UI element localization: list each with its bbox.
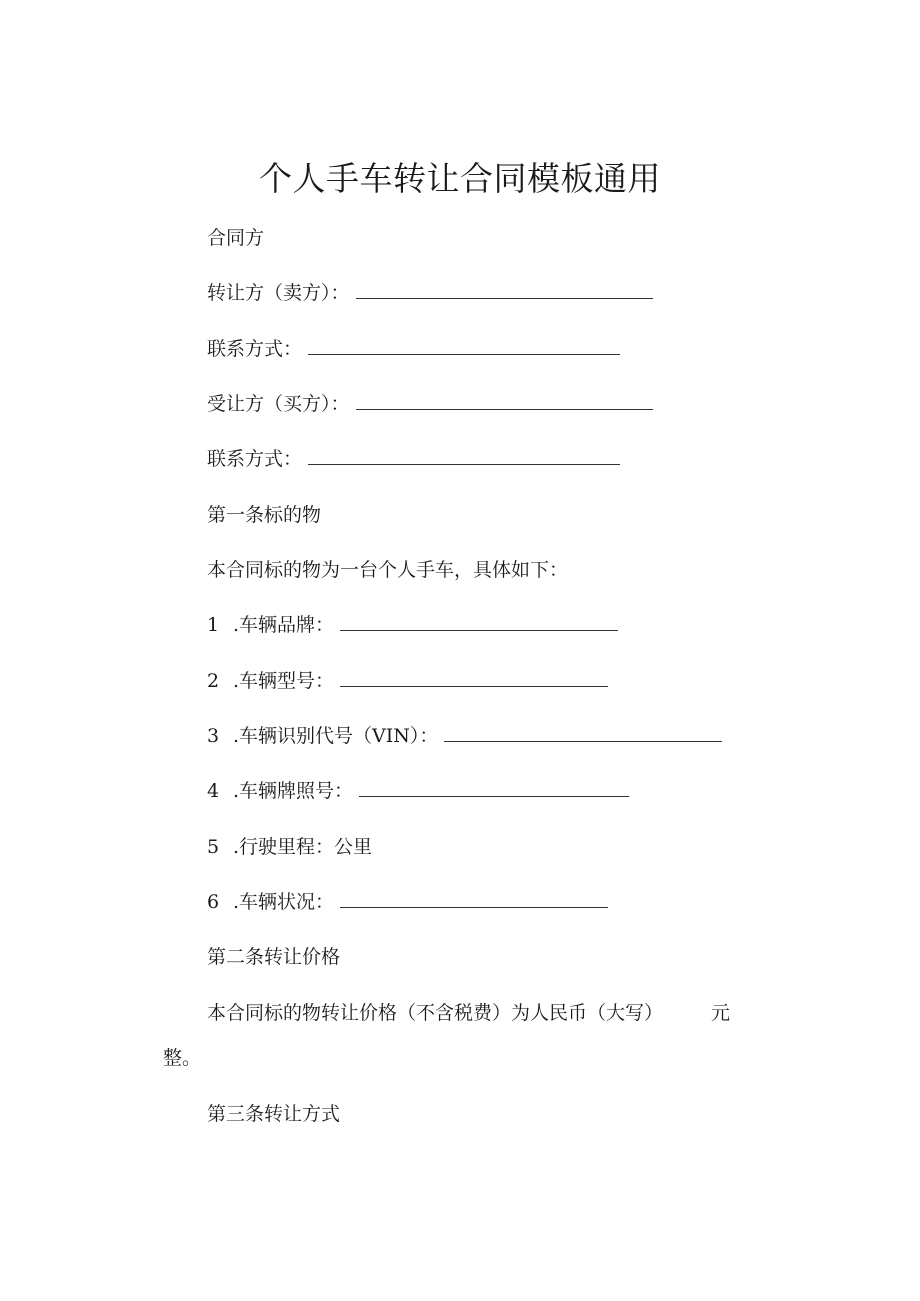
seller-blank[interactable] [356,280,653,299]
seller-contact-label: 联系方式： [207,338,303,360]
plate-blank[interactable] [359,778,629,797]
item-label: .行驶里程：公里 [233,836,373,858]
item-row-6 [207,889,608,915]
item-number: 3 [207,725,220,747]
article1-heading: 第一条标的物 [207,504,322,526]
item-label: .车辆品牌： [233,614,335,636]
item-row-1 [207,612,618,638]
article2-price-row [207,1000,730,1026]
seller-row [207,280,653,306]
seller-contact-blank[interactable] [308,336,620,355]
article1-intro: 本合同标的物为一台个人手车，具体如下： [207,559,569,581]
buyer-contact-blank[interactable] [308,446,620,465]
brand-blank[interactable] [340,612,618,631]
buyer-row [207,391,653,417]
item-row-2 [207,668,608,694]
item-number: 5 [207,836,220,858]
item-number: 1 [207,614,220,636]
item-label: .车辆状况： [233,891,335,913]
vin-blank[interactable] [444,723,722,742]
item-number: 4 [207,780,220,802]
page-title: 个人手车转让合同模板通用 [259,159,661,198]
item-row-4 [207,778,629,804]
item-row-3 [207,723,722,749]
seller-contact-row [207,336,620,362]
article2-heading: 第二条转让价格 [207,946,341,968]
buyer-contact-row [207,446,620,472]
item-label: .车辆型号： [233,670,335,692]
article2-unit: 元 [711,1002,731,1024]
buyer-contact-label: 联系方式： [207,448,303,470]
condition-blank[interactable] [340,889,608,908]
parties-heading: 合同方 [207,227,265,249]
item-number: 6 [207,891,220,913]
buyer-label: 受让方（买方）： [207,393,350,415]
item-label: .车辆牌照号： [233,780,354,802]
article3-heading: 第三条转让方式 [207,1103,341,1125]
article2-end: 整。 [163,1047,202,1069]
buyer-blank[interactable] [356,391,653,410]
item-number: 2 [207,670,220,692]
item-row-5 [207,834,372,860]
item-label: .车辆识别代号（VIN）： [233,725,439,747]
article2-text: 本合同标的物转让价格（不含税费）为人民币（大写） [207,1002,664,1024]
seller-label: 转让方（卖方）： [207,282,350,304]
model-blank[interactable] [340,668,608,687]
